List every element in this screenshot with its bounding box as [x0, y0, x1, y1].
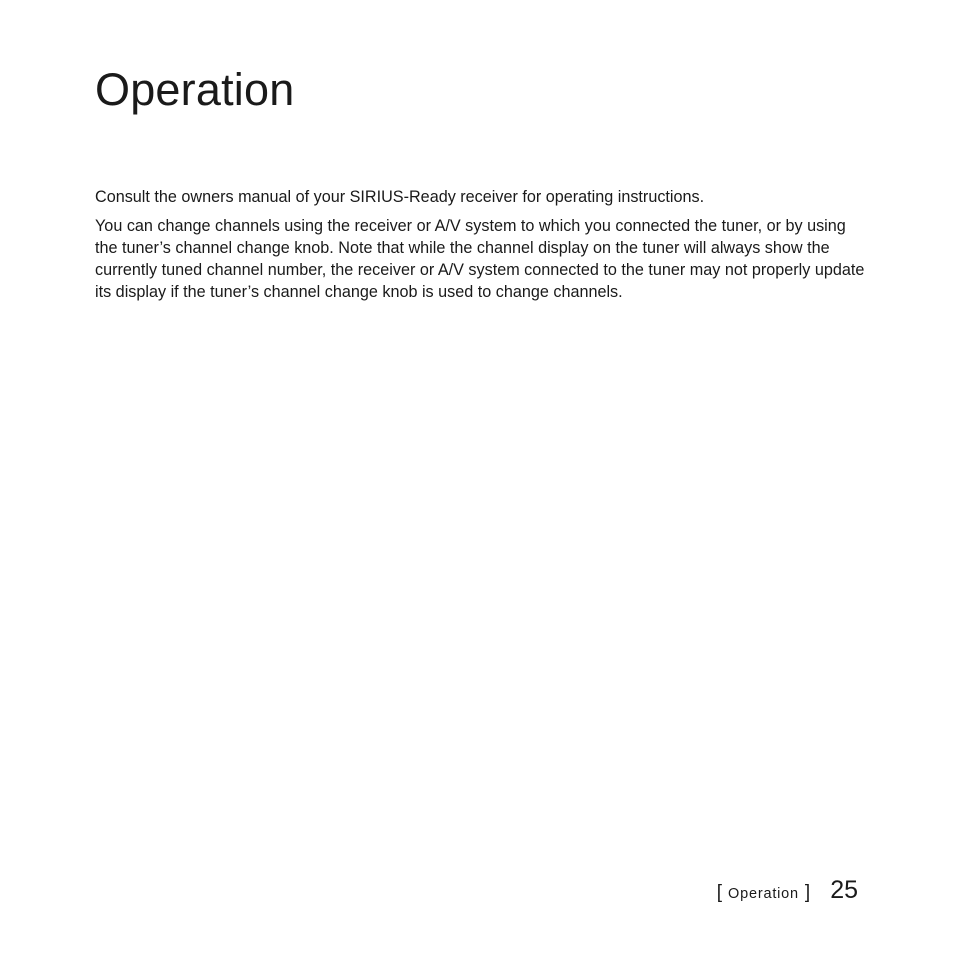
page-number: 25: [830, 876, 858, 904]
channel-change-paragraph: You can change channels using the receiver or A/V system to which you connected the tuner, or by using the tuner’s channel change knob. Note that while the channel display on the tuner will always show the currently tuned channel number, the receiver or A/V system connected to the tuner may not properly update its display if the tuner’s channel change knob is used to change channels.: [95, 217, 865, 301]
intro-paragraph: Consult the owners manual of your SIRIUS-Ready receiver for operating instructions.: [95, 188, 705, 206]
footer-open-bracket: [: [716, 882, 723, 903]
footer-section-label: Operation: [728, 886, 799, 902]
page-title: Operation: [95, 64, 295, 115]
body-text: [95, 186, 865, 310]
footer-close-bracket: ]: [804, 882, 811, 903]
page-footer: [717, 876, 858, 912]
